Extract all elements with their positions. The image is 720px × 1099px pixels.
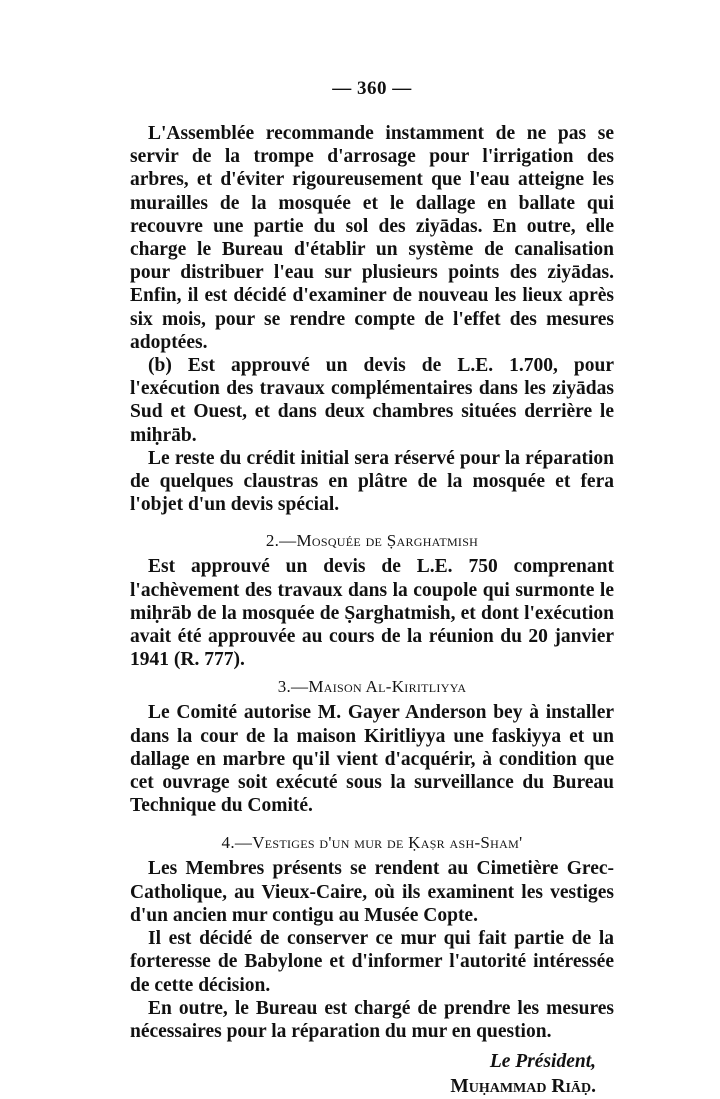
paragraph-sarghatmish: Est approuvé un devis de L.E. 750 comprenant l'achèvement des travaux dans la coupole qui surmonte le miḥrāb de la mosquée de Ṣarghatmish, et dont l'exécution avait été approuvée au cours de la réunion du 20 janvier 1941 (R. 777).	[130, 556, 614, 671]
paragraph-credit-remainder: Le reste du crédit initial sera réservé pour la réparation de quelques claustras en plâtre de la mosquée et fera l'objet d'un devis spécial.	[130, 447, 614, 516]
paragraph-devis-b: (b) Est approuvé un devis de L.E. 1.700, pour l'exécution des travaux complémentaires dans les ziyādas Sud et Ouest, et dans deux chambres situées derrière le miḥrāb.	[130, 355, 614, 446]
signature-name: Muḥammad Riāḍ.	[450, 1076, 596, 1098]
page-number: — 360 —	[332, 78, 412, 99]
section-heading-kasr-ash-sham: 4.—Vestiges d'un mur de Ḳaṣr ash-Sham'	[221, 833, 523, 853]
paragraph-kiritliyya: Le Comité autorise M. Gayer Anderson bey à installer dans la cour de la maison Kiritliyya une faskiyya et un dallage en marbre qu'il vient d'acquérir, à condition que cet ouvrage soit exécuté sous la surveillance du Bureau Technique du Comité.	[130, 702, 614, 817]
document-page	[130, 78, 614, 1099]
paragraph-assembly-recommendation: L'Assemblée recommande instamment de ne pas se servir de la trompe d'arrosage pour l'irrigation des arbres, et d'éviter rigoureusement que l'eau atteigne les murailles de la mosquée et le dallage en ballate qui recouvre une partie du sol des ziyādas. En outre, elle charge le Bureau d'établir un système de canalisation pour distribuer l'eau sur plusieurs points des ziyādas. Enfin, il est décidé d'examiner de nouveau les lieux après six mois, pour se rendre compte de l'effet des mesures adoptées.	[130, 123, 614, 353]
signature-block	[130, 1049, 596, 1099]
paragraph-bureau-measures: En outre, le Bureau est chargé de prendre les mesures nécessaires pour la réparation du mur en question.	[130, 997, 614, 1042]
paragraph-conserve-wall: Il est décidé de conserver ce mur qui fait partie de la forteresse de Babylone et d'informer l'autorité intéressée de cette décision.	[130, 928, 614, 996]
paragraph-cemetery-visit: Les Membres présents se rendent au Cimetière Grec-Catholique, au Vieux-Caire, où ils examinent les vestiges d'un ancien mur contigu au Musée Copte.	[130, 858, 614, 926]
section-heading-sarghatmish: 2.—Mosquée de Ṣarghatmish	[265, 531, 479, 551]
section-heading-kiritliyya: 3.—Maison Al-Kiritliyya	[277, 677, 467, 697]
signature-title: Le Président,	[489, 1051, 596, 1073]
